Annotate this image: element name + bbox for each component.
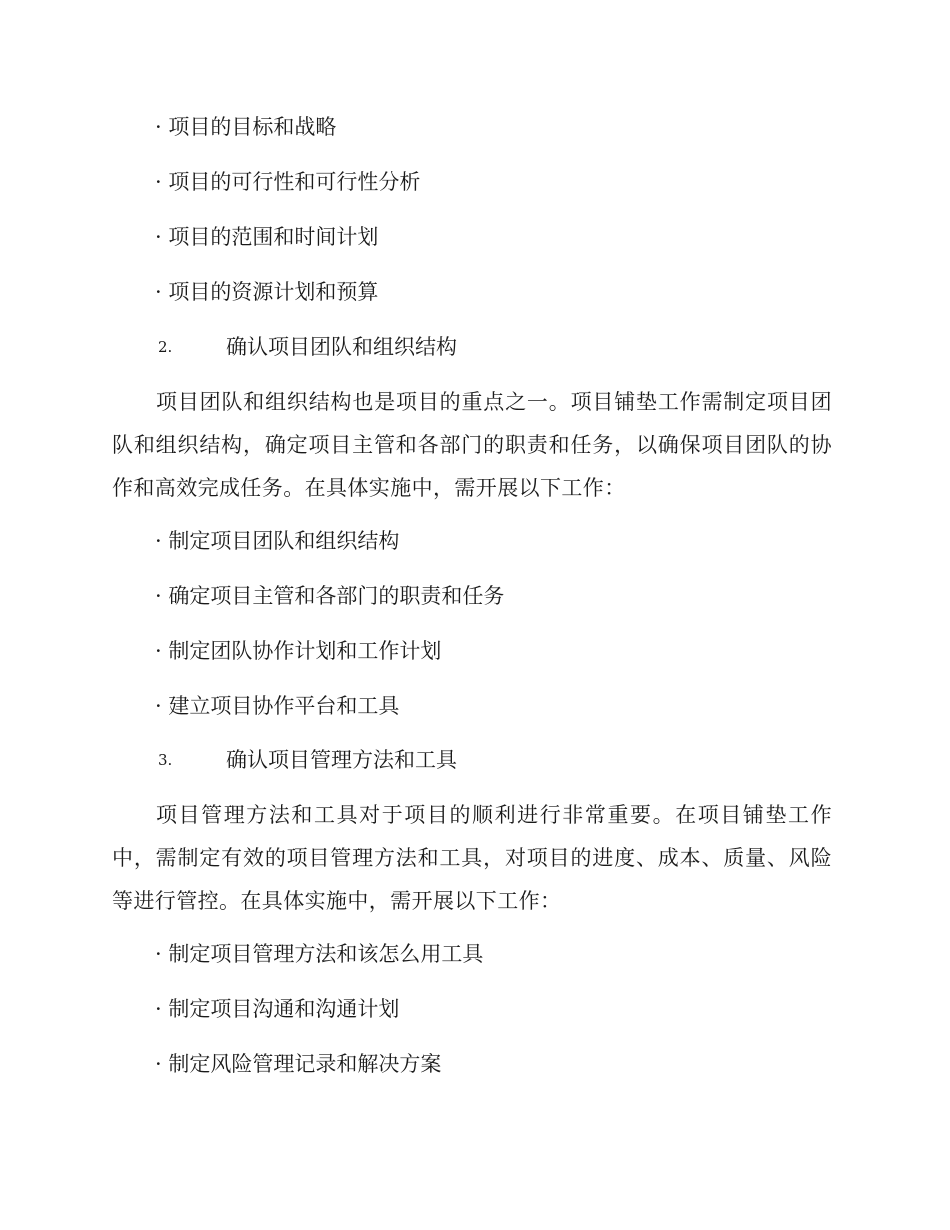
paragraph: 项目管理方法和工具对于项目的顺利进行非常重要。在项目铺垫工作中，需制定有效的项目管理方法和工具，对项目的进度、成本、质量、风险等进行管控。在具体实施中，需开展以下工作： [112, 803, 832, 913]
list-item: · 项目的可行性和可行性分析 [155, 170, 421, 194]
list-item: · 项目的范围和时间计划 [155, 225, 379, 249]
list-item: · 制定项目沟通和沟通计划 [155, 997, 400, 1021]
list-item: · 制定项目管理方法和该怎么用工具 [155, 942, 484, 966]
list-item: · 项目的目标和战略 [155, 115, 337, 139]
list-item: · 制定项目团队和组织结构 [155, 529, 400, 553]
section-title: 确认项目团队和组织结构 [226, 335, 457, 359]
section-number: 3. [158, 751, 173, 769]
list-item: · 项目的资源计划和预算 [155, 280, 379, 304]
paragraph: 项目团队和组织结构也是项目的重点之一。项目铺垫工作需制定项目团队和组织结构，确定项目主管和各部门的职责和任务，以确保项目团队的协作和高效完成任务。在具体实施中，需开展以下工作： [112, 390, 832, 500]
section-title: 确认项目管理方法和工具 [226, 748, 457, 772]
section-number: 2. [158, 338, 173, 356]
list-item: · 制定团队协作计划和工作计划 [155, 639, 442, 663]
list-item: · 建立项目协作平台和工具 [155, 694, 400, 718]
list-item: · 制定风险管理记录和解决方案 [155, 1052, 442, 1076]
list-item: · 确定项目主管和各部门的职责和任务 [155, 584, 505, 608]
